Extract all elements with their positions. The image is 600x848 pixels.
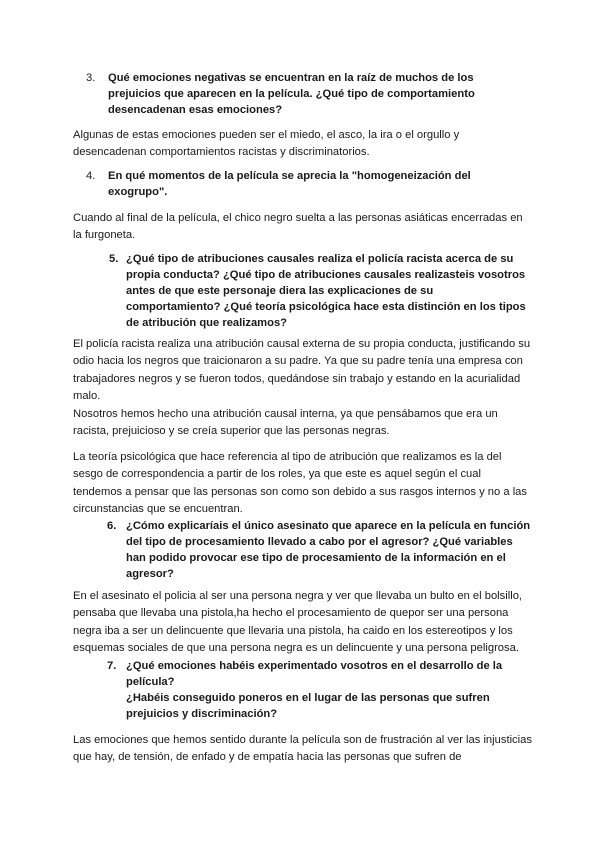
answer-line: La teoría psicológica que hace referencia al tipo de atribución que realizamos es la del: [73, 451, 502, 463]
answer-line: tendemos a pensar que las personas son como son debido a sus rasgos internos y no a las: [73, 485, 527, 498]
answer-line: trabajadores negros y se fueron todos, quedándose sin trabajo y estando en la acurialidad: [73, 372, 521, 385]
question-line: agresor?: [126, 568, 174, 580]
question-5: [109, 251, 526, 331]
answer-line: esquemas sociales de que una persona negra es un delincuente y una persona peligrosa.: [73, 641, 519, 654]
question-line: ¿Habéis conseguido poneros en el lugar de las personas que sufren: [126, 692, 490, 704]
answer-paragraph-7: [73, 732, 533, 767]
question-line: de atribución que realizamos?: [126, 317, 288, 329]
answer-line: desencadenan comportamientos racistas y discriminatorios.: [73, 146, 370, 159]
answer-paragraph-1: [73, 127, 533, 162]
answer-line: sesgo de correspondencia a partir de los roles, ya que este es aquel según el cual: [73, 468, 481, 481]
answer-paragraph-4: [73, 406, 533, 441]
answer-line: Nosotros hemos hecho una atribución causal interna, ya que pensábamos que era un: [73, 408, 498, 420]
question-number: 3.: [86, 72, 96, 84]
answer-line: la furgoneta.: [73, 229, 136, 242]
question-line: prejuicios que aparecen en la película. ¿Qué tipo de comportamiento: [108, 88, 475, 100]
question-line: antes de que este personaje diera las explicaciones de su: [126, 285, 434, 297]
answer-line: En el asesinato el policia al ser una persona negra y ver que llevaba un bulto en el bolsillo,: [73, 590, 523, 602]
answer-paragraph-6: [73, 588, 533, 657]
answer-line: que hay, de tensión, de enfado y de empatía hacia las personas que sufren de: [73, 751, 462, 764]
question-number: 7.: [107, 660, 117, 672]
answer-line: circunstancias que se encuentran.: [73, 502, 243, 515]
question-3: [86, 70, 528, 118]
answer-paragraph-3: [73, 336, 533, 405]
question-line: exogrupo".: [108, 186, 168, 198]
answer-line: malo.: [73, 389, 101, 402]
question-number: 5.: [109, 253, 119, 265]
question-6: [107, 518, 531, 582]
question-line: ¿Qué emociones habéis experimentado vosotros en el desarrollo de la: [126, 660, 503, 672]
answer-paragraph-5: [73, 449, 533, 518]
question-line: desencadenan esas emociones?: [108, 104, 283, 116]
question-line: propia conducta? ¿Qué tipo de atribuciones causales realizasteis vosotros: [126, 269, 526, 281]
answer-line: negra iba a ser un delincuente que llevaria una pistola, ha caido en los estereotipos y los: [73, 624, 513, 637]
answer-line: Algunas de estas emociones pueden ser el miedo, el asco, la ira o el orgullo y: [73, 129, 460, 141]
question-line: ¿Cómo explicaríais el único asesinato que aparece en la película en función: [126, 520, 531, 532]
answer-line: racista, prejuicioso y se creía superior que las personas negras.: [73, 425, 390, 438]
question-line: película?: [126, 676, 175, 688]
question-line: comportamiento? ¿Qué teoría psicológica hace esta distinción en los tipos: [126, 301, 526, 313]
question-line: ¿Qué tipo de atribuciones causales realiza el policía racista acerca de su: [126, 253, 514, 265]
question-line: prejuicios y discriminación?: [126, 708, 278, 720]
question-4: [86, 168, 528, 200]
answer-line: odio hacia los negros que traicionaron a su padre. Ya que su padre tenía una empresa con: [73, 355, 523, 368]
answer-paragraph-2: [73, 210, 533, 245]
question-line: En qué momentos de la película se aprecia la "homogeneización del: [108, 170, 471, 182]
question-number: 4.: [86, 170, 96, 182]
question-line: han podido provocar ese tipo de procesamiento de la información en el: [126, 552, 506, 564]
question-7: [107, 658, 526, 722]
question-number: 6.: [107, 520, 117, 532]
question-line: del tipo de procesamiento llevado a cabo por el agresor? ¿Qué variables: [126, 536, 513, 548]
answer-line: pensaba que llevaba una pistola,ha hecho el procesamiento de quepor ser una persona: [73, 607, 509, 620]
answer-line: Las emociones que hemos sentido durante la película son de frustración al ver las injusticias: [73, 734, 532, 746]
answer-line: El policía racista realiza una atribución causal externa de su propia conducta, justificando su: [73, 338, 531, 350]
question-line: Qué emociones negativas se encuentran en la raíz de muchos de los: [108, 72, 474, 84]
answer-line: Cuando al final de la película, el chico negro suelta a las personas asiáticas encerradas en: [73, 212, 523, 224]
